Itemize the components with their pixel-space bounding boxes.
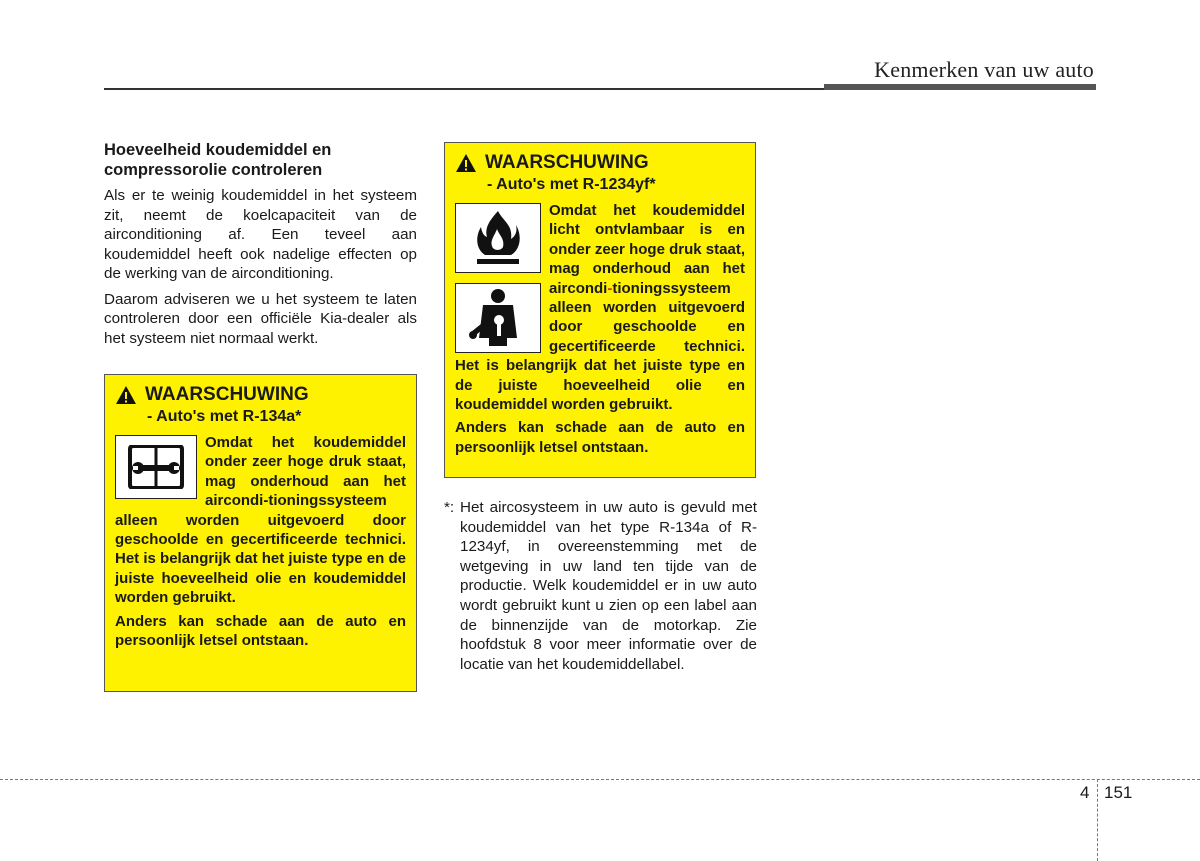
footnote	[444, 498, 757, 674]
header-rule-thin	[104, 88, 824, 90]
warning-triangle-icon	[455, 153, 477, 173]
warning-body: Omdat het koudemiddel onder zeer hoge druk staat, mag onderhoud aan het aircondi-tioningssysteem alleen worden uitgevoerd door geschoolde en gecertificeerde technici. Het is belangrijk dat het juiste type en de juiste hoeveelheid olie en koudemiddel worden gebruikt.	[115, 434, 406, 607]
left-column	[104, 140, 417, 354]
technician-icon	[455, 283, 541, 353]
warning-body-part-b: tioningssysteem alleen worden uitgevoerd door geschoolde en gecertificeerde technici. Het is belangrijk dat het juiste type en de juiste hoeveelheid olie en koudemiddel worden gebruikt.	[455, 279, 745, 414]
warning-box-r134a	[104, 374, 417, 692]
warning-icons-column	[455, 201, 545, 353]
warning-heading-row	[115, 383, 406, 407]
warning-body-hyphen: -	[607, 279, 613, 297]
warning-body-consequence: Anders kan schade aan de auto en persoonlijk letsel ontstaan.	[455, 419, 745, 456]
page-header-title: Kenmerken van uw auto	[874, 57, 1094, 82]
section-title: Hoeveelheid koudemiddel en compressorolie controleren	[104, 141, 332, 179]
chapter-number: 4	[1080, 783, 1090, 802]
warning-triangle-icon	[115, 385, 137, 405]
warning-subheading: - Auto's met R-1234yf*	[487, 176, 656, 193]
warning-heading-row	[455, 151, 745, 175]
manual-wrench-icon	[115, 435, 197, 499]
footnote-marker: *:	[444, 499, 455, 516]
warning-body-part-a: Omdat het koudemiddel licht ontvlambaar is en onder zeer hoge druk staat, mag onderhoud aan het aircondi	[549, 202, 745, 297]
footer-dashed-divider	[1097, 779, 1098, 861]
warning-heading: WAARSCHUWING	[145, 384, 309, 405]
footer-dashed-rule	[0, 779, 1200, 780]
flammable-icon	[455, 203, 541, 273]
page-number: 151	[1104, 783, 1133, 802]
paragraph-2: Daarom adviseren we u het systeem te laten controleren door een officiële Kia-dealer als het systeem niet normaal werkt.	[104, 290, 417, 347]
footnote-text: Het aircosysteem in uw auto is gevuld met koudemiddel van het type R-134a of R- 1234yf, in overeenstemming met de wetgeving in uw land ten tijde van de productie. Welk koudemiddel er in uw auto wordt gebruikt kunt u zien op een label aan de binnenzijde van de motorkap. Zie hoofdstuk 8 voor meer informatie over de locatie van het koudemiddellabel.	[460, 499, 757, 673]
paragraph-1: Als er te weinig koudemiddel in het systeem zit, neemt de koelcapaciteit van de airconditioning af. Een teveel aan koudemiddel heeft ook nadelige effecten op de werking van de airconditioning.	[104, 187, 417, 282]
warning-subheading: - Auto's met R-134a*	[147, 408, 302, 425]
warning-box-r1234yf	[444, 142, 756, 478]
header-rule-thick	[824, 84, 1096, 90]
warning-heading: WAARSCHUWING	[485, 152, 649, 173]
warning-body-consequence: Anders kan schade aan de auto en persoonlijk letsel ontstaan.	[115, 612, 406, 650]
